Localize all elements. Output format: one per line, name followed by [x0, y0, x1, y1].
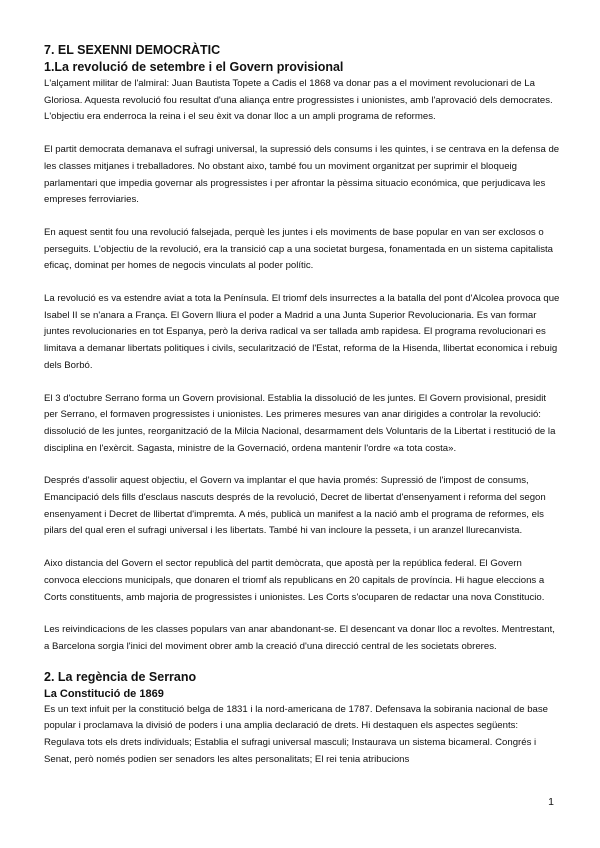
paragraph: L'alçament militar de l'almiral: Juan Bautista Topete a Cadis el 1868 va donar pas a el moviment revolucionari de La Gloriosa. Aquesta revolució fou resultat d'una aliança entre progressistes i unionistes, amb l'aprovació dels democrates. L'objectiu era enderroca la reina i el seu èxit va donar lloc a un ampli programa de reformes. [44, 78, 553, 123]
paragraph: Després d'assolir aquest objectiu, el Govern va implantar el que havia promés: Supressió de l'impost de consums, Emancipació dels fills d'esclaus nascuts després de la revolució, Decret de libertat d'ensenyament i reforma del segon ensenyament i Decret de llibertat d'impremta. A més, publicà un manifest a la nació amb el programa de reformes, els pilars del qual eren el sufragi universal i les libertats. També hi van incloure la pesseta, i un aranzel llurecanvista. [44, 475, 546, 537]
paragraph: Les reivindicacions de les classes populars van anar abandonant-se. El desencant va donar lloc a revoltes. Mentrestant, a Barcelona sorgia l'inici del moviment obrer amb la creació d'una direcció central de les societats obreres. [44, 624, 555, 652]
paragraph: Aixo distancia del Govern el sector republicà del partit demòcrata, que apostà per la república federal. El Govern convoca eleccions municipals, que donaren el triomf als republicans en 20 capitals de província. Hi hague eleccions a Corts constituents, amb majoria de progressistes i unionistes. Les Corts s'ocuparen de redactar una nova Constitucio. [44, 558, 545, 603]
page-content [44, 42, 560, 769]
page-number: 1 [548, 796, 554, 808]
paragraph: Es un text infuit per la constitució belga de 1831 i la nord-americana de 1787. Defensava la sobirania nacional de base popular i proclamava la divisió de poders i una amplia declaració de drets. Hi destaquen els aspectes següents: Regulava tots els drets individuals; Establia el sufragi universal masculi; Instaurava un sistema bicameral. Congrés i Senat, però només podien ser senadors les altes personalitats; El rei tenia atribucions [44, 703, 548, 765]
paragraph: El partit democrata demanava el sufragi universal, la supressió dels consums i les quintes, i se centrava en la defensa de les classes mitjanes i treballadores. No obstant aixo, també fou un moviment organitzat per suprimir el bloqueig parlamentari que impedia governar als progressistes i per afrontar la pèssima situacio económica, que perjudicava les empreses ferroviaries. [44, 144, 560, 206]
paragraph: La revolució es va estendre aviat a tota la Península. El triomf dels insurrectes a la batalla del pont d'Alcolea provoca que Isabel II se n'anara a França. El Govern lliura el poder a Madrid a una Junta Superior Revolucionaria. Es van formar juntes revolucionaries en tot Espanya, però la deriva radical va ser tallada amb rapidesa. El programa revolucionari es limitava a demanar libertats politiques i civils, secularització de l'Estat, reforma de la Hisenda, llibertat economica i rebuig dels Borbó. [44, 293, 560, 371]
paragraph: El 3 d'octubre Serrano forma un Govern provisional. Establia la dissolució de les juntes. El Govern provisional, presidit per Serrano, el formaven progressistes i unionistes. Les primeres mesures van anar dirigides a controlar la revolució: dissolució de les juntes, reorganització de la Milcia Nacional, desarmament dels Voluntaris de la Libertat i restitució de la disciplina en l'exèrcit. Sagasta, ministre de la Governació, ordena mantenir l'ordre «a tota costa». [44, 392, 556, 454]
chapter-title: 7. EL SEXENNI DEMOCRÀTIC [44, 43, 221, 57]
paragraph: En aquest sentit fou una revolució falsejada, perquè les juntes i els moviments de base popular en van ser exclosos o perseguits. L'objectiu de la revolució, era la transició cap a una societat burgesa, fonamentada en un sistema capitalista eficaç, dominat per homes de negocis vinculats al poder polític. [44, 226, 554, 272]
section-2-title: 2. La regència de Serrano [44, 669, 197, 684]
section-1-title: 1.La revolució de setembre i el Govern provisional [44, 60, 344, 74]
section-2-subtitle: La Constitució de 1869 [44, 687, 164, 700]
